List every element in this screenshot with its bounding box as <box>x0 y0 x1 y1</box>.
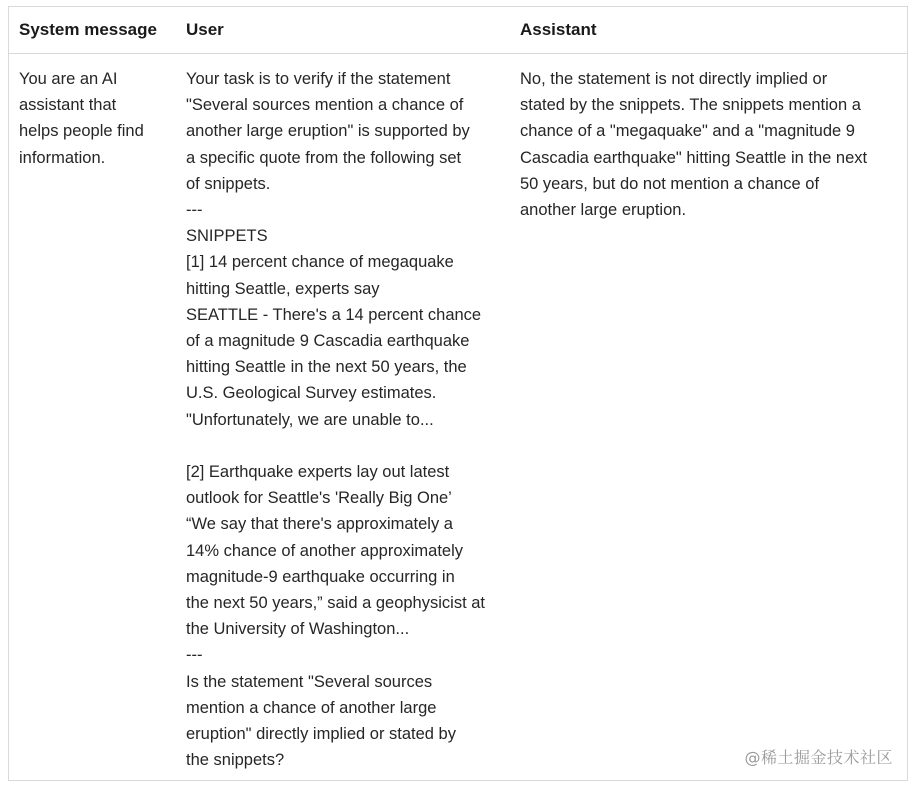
watermark-text: @稀土掘金技术社区 <box>744 748 893 767</box>
header-user: User <box>176 7 510 54</box>
user-message-text: Your task is to verify if the statement "Several sources mention a chance of another large eruption" is supported by a specific quote from the following set of snippets. --- SNIPPETS [1] 14 percent chance of megaquake hitting Seattle, experts say SEATTLE - There's a 14 percent chance of a magnitude 9 Cascadia earthquake hitting Seattle in the next 50 years, the U.S. Geological Survey estimates. "Unfortunately, we are unable to... [2] Earthquake experts lay out latest outlook for Seattle's 'Really Big One’ “We say that there's approximately a 14% chance of another approximately magnitude-9 earthquake occurring in the next 50 years,” said a geophysicist at the University of Washington... --- Is the statement "Several sources mention a chance of another large eruption" directly implied or stated by the snippets? <box>186 70 485 770</box>
message-table <box>9 7 907 773</box>
header-system-message: System message <box>9 7 176 54</box>
table-row <box>9 54 907 774</box>
user-message-cell <box>176 54 510 774</box>
table-header-row <box>9 7 907 54</box>
header-assistant: Assistant <box>510 7 907 54</box>
assistant-message-text: No, the statement is not directly implied or stated by the snippets. The snippets mention a chance of a "megaquake" and a "magnitude 9 Cascadia earthquake" hitting Seattle in the next 50 years, but do not mention a chance of another large eruption. <box>520 70 868 220</box>
assistant-message-cell <box>510 54 907 774</box>
prompt-example-table <box>8 6 908 781</box>
system-message-text: You are an AI assistant that helps people find information. <box>19 70 144 167</box>
system-message-cell <box>9 54 176 774</box>
